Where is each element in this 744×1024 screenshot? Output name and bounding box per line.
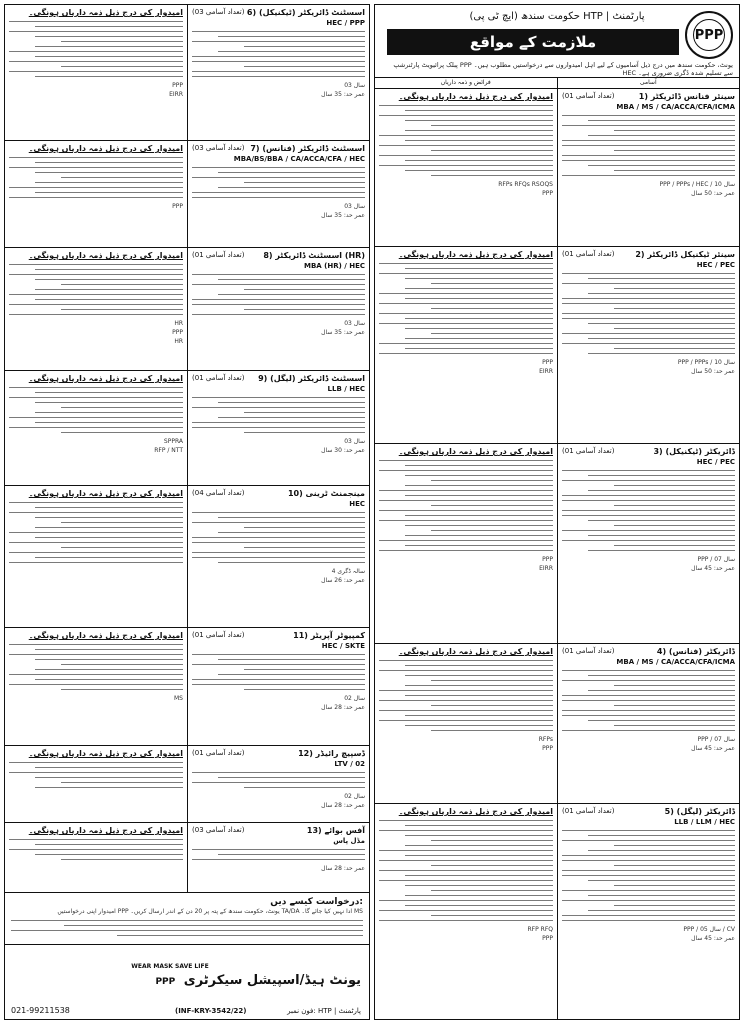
position-details [557, 804, 739, 1019]
age-limit: عمر حد: 26 سال [321, 577, 365, 584]
position-section [375, 444, 739, 644]
duties-heading: امیدوار کی درج ذیل ذمہ داریاں ہونگی۔ [28, 374, 183, 383]
position-duties [5, 248, 187, 370]
duties-heading: امیدوار کی درج ذیل ذمہ داریاں ہونگی۔ [398, 447, 553, 456]
qualifications: مڈل پاس [333, 837, 365, 845]
duties-heading: امیدوار کی درج ذیل ذمہ داریاں ہونگی۔ [398, 92, 553, 101]
apply-body: امیدوار اپنی درخواستیں PPP یونٹ، حکومت سندھ کے پتہ پر 20 دن کے اندر ارسال کریں۔ TA/DA ادا نہیں کیا جائے گا۔ MS [57, 908, 363, 915]
position-count: (تعداد آسامی 01) [192, 251, 245, 259]
qualifications: HEC [349, 500, 365, 508]
duties-heading: امیدوار کی درج ذیل ذمہ داریاں ہونگی۔ [28, 826, 183, 835]
position-section [375, 247, 739, 444]
qualifications: MBA / MS / CA/ACCA/CFA/ICMA [616, 103, 735, 111]
experience: 03 سال [344, 320, 365, 327]
duty-keyword: MS [174, 695, 183, 702]
position-title: 1) سینئر فنانس ڈائریکٹر [638, 92, 735, 101]
duty-keyword: EIRR [169, 91, 183, 98]
age-limit: عمر حد: 45 سال [691, 745, 735, 752]
qualifications: HEC / PEC [696, 261, 735, 269]
qualifications: MBA / MS / CA/ACCA/CFA/ICMA [616, 658, 735, 666]
position-details [187, 141, 369, 247]
duty-keyword: HR [174, 338, 183, 345]
position-section [5, 486, 369, 628]
position-count: (تعداد آسامی 04) [192, 489, 245, 497]
duties-heading: امیدوار کی درج ذیل ذمہ داریاں ہونگی۔ [398, 250, 553, 259]
qualifications: HEC / SKTE [321, 642, 365, 650]
age-limit: عمر حد: 45 سال [691, 935, 735, 942]
qualification-lines [192, 274, 365, 315]
position-section [5, 371, 369, 486]
age-limit: عمر حد: 35 سال [321, 91, 365, 98]
duty-keyword: PPP [172, 329, 183, 336]
age-limit: عمر حد: 30 سال [321, 447, 365, 454]
duty-lines [9, 839, 183, 860]
position-details [187, 486, 369, 627]
position-section [375, 89, 739, 247]
duty-keyword: PPP [542, 745, 553, 752]
qualification-lines [562, 115, 735, 176]
position-section [375, 644, 739, 804]
position-section [5, 248, 369, 371]
position-section [5, 5, 369, 141]
qualification-lines [192, 654, 365, 690]
right-positions [375, 89, 739, 1020]
position-header [192, 826, 365, 835]
duty-keyword: RFP / NTT [154, 447, 183, 454]
contact-line: فون نمبر: HTP | پارٹمنٹ [287, 1007, 361, 1015]
qualifications: MBA/BS/BBA / CA/ACCA/CFA / HEC [233, 155, 365, 163]
position-title: 9) اسسٹنٹ ڈائریکٹر (لیگل) [258, 374, 365, 383]
position-header [562, 807, 735, 816]
position-title: 2) سینئر ٹیکنیکل ڈائریکٹر [635, 250, 735, 259]
duty-keyword: PPP [542, 556, 553, 563]
experience: PPP / 05 سال / CV [683, 926, 735, 933]
duty-lines [379, 460, 553, 551]
duty-lines [9, 264, 183, 315]
position-duties [375, 89, 557, 246]
apply-lines [11, 920, 363, 936]
age-limit: عمر حد: 28 سال [321, 802, 365, 809]
position-section [5, 141, 369, 248]
column-headings [375, 78, 739, 89]
phone-number: 021-99211538 [11, 1006, 70, 1015]
reference-number: (INF-KRY-3542/22) [175, 1007, 247, 1015]
experience: 03 سال [344, 438, 365, 445]
position-duties [375, 644, 557, 803]
qualifications: MBA (HR) / HEC [303, 262, 365, 270]
duty-lines [9, 157, 183, 198]
qualification-lines [562, 273, 735, 354]
position-header [192, 374, 365, 383]
position-details [557, 444, 739, 643]
position-header [192, 144, 365, 153]
duty-lines [9, 644, 183, 690]
position-title: 11) کمپیوٹر آپریٹر [293, 631, 365, 640]
position-count: (تعداد آسامی 03) [192, 8, 245, 16]
duties-heading: امیدوار کی درج ذیل ذمہ داریاں ہونگی۔ [398, 807, 553, 816]
right-column [374, 4, 740, 1020]
duties-heading: امیدوار کی درج ذیل ذمہ داریاں ہونگی۔ [398, 647, 553, 656]
experience: 02 سال [344, 793, 365, 800]
apply-title: درخواست کیسے دیں: [270, 897, 363, 907]
position-details [187, 5, 369, 140]
position-header [562, 250, 735, 259]
position-details [557, 89, 739, 246]
position-details [187, 746, 369, 822]
position-header [562, 647, 735, 656]
position-duties [5, 628, 187, 745]
duty-lines [9, 762, 183, 788]
position-duties [375, 247, 557, 443]
position-details [187, 628, 369, 745]
position-title: 12) ڈسپیچ رائیڈر [298, 749, 365, 758]
left-positions [5, 5, 369, 893]
qualifications: HEC / PEC [696, 458, 735, 466]
position-duties [375, 444, 557, 643]
duty-lines [379, 263, 553, 354]
position-title: 7) اسسٹنٹ ڈائریکٹر (فنانس) [250, 144, 365, 153]
position-count: (تعداد آسامی 03) [192, 144, 245, 152]
duties-heading: فرائض و ذمہ داریاں [440, 79, 491, 86]
age-limit: عمر حد: 45 سال [691, 565, 735, 572]
position-duties [5, 371, 187, 485]
duties-heading: امیدوار کی درج ذیل ذمہ داریاں ہونگی۔ [28, 749, 183, 758]
seal-inner: PPP [693, 19, 725, 51]
position-title: 13) آفس بوائے [306, 826, 365, 835]
position-count: (تعداد آسامی 01) [562, 647, 615, 655]
duty-lines [9, 387, 183, 433]
mask-slogan: WEAR MASK SAVE LIFE [131, 963, 209, 970]
position-count: (تعداد آسامی 01) [192, 631, 245, 639]
duty-keyword: EIRR [539, 368, 553, 375]
age-limit: عمر حد: 50 سال [691, 190, 735, 197]
duty-lines [379, 105, 553, 176]
how-to-apply [5, 893, 369, 945]
position-header [192, 749, 365, 758]
age-limit: عمر حد: 28 سال [321, 704, 365, 711]
qualifications: HEC / PPP [326, 19, 365, 27]
signature-block [155, 973, 361, 988]
experience: 03 سال [344, 82, 365, 89]
age-limit: عمر حد: 35 سال [321, 212, 365, 219]
age-limit: عمر حد: 35 سال [321, 329, 365, 336]
position-details [187, 371, 369, 485]
experience: PPP / PPPs / 10 سال [677, 359, 735, 366]
left-column [4, 4, 370, 1020]
duties-heading: امیدوار کی درج ذیل ذمہ داریاں ہونگی۔ [28, 144, 183, 153]
qualification-lines [192, 167, 365, 198]
duties-heading: امیدوار کی درج ذیل ذمہ داریاں ہونگی۔ [28, 489, 183, 498]
footer [5, 959, 369, 1019]
position-details [557, 247, 739, 443]
position-title: 4) ڈائریکٹر (فنانس) [656, 647, 735, 656]
position-header [192, 631, 365, 640]
government-seal-icon [685, 11, 733, 59]
position-duties [5, 746, 187, 822]
experience: PPP / PPPs / HEC / 10 سال [659, 181, 735, 188]
position-header [192, 489, 365, 498]
qualification-lines [192, 849, 365, 860]
position-header [562, 447, 735, 456]
page-title: ملازمت کے مواقع [387, 29, 679, 55]
experience: PPP / 07 سال [697, 736, 735, 743]
position-duties [5, 486, 187, 627]
duties-heading: امیدوار کی درج ذیل ذمہ داریاں ہونگی۔ [28, 8, 183, 17]
position-section [375, 804, 739, 1020]
duties-heading: امیدوار کی درج ذیل ذمہ داریاں ہونگی۔ [28, 631, 183, 640]
position-count: (تعداد آسامی 01) [562, 92, 615, 100]
position-duties [5, 141, 187, 247]
position-count: (تعداد آسامی 01) [562, 447, 615, 455]
position-title: 8) اسسٹنٹ ڈائریکٹر (HR) [263, 251, 365, 260]
position-title: 5) ڈائریکٹر (لیگل) [664, 807, 735, 816]
position-header [562, 92, 735, 101]
position-count: (تعداد آسامی 03) [192, 826, 245, 834]
duty-keyword: SPPRA [163, 438, 183, 445]
duty-keyword: HR [174, 320, 183, 327]
position-title: 6) اسسٹنٹ ڈائریکٹر (ٹیکنیکل) [246, 8, 365, 17]
position-title: 3) ڈائریکٹر (ٹیکنیکل) [653, 447, 735, 456]
qualification-lines [192, 31, 365, 77]
duty-lines [9, 21, 183, 77]
position-title: 10) مینجمنٹ ٹرینی [287, 489, 365, 498]
duty-keyword: PPP [542, 935, 553, 942]
experience: 02 سال [344, 695, 365, 702]
qualification-lines [192, 772, 365, 788]
qualification-lines [562, 670, 735, 731]
duty-lines [379, 820, 553, 921]
duty-lines [379, 660, 553, 731]
qualification-lines [562, 830, 735, 921]
duties-heading: امیدوار کی درج ذیل ذمہ داریاں ہونگی۔ [28, 251, 183, 260]
position-duties [5, 5, 187, 140]
position-section [5, 823, 369, 893]
signature-ppp: PPP [155, 977, 176, 987]
qualification-lines [562, 470, 735, 551]
qualification-lines [192, 397, 365, 433]
position-count: (تعداد آسامی 01) [562, 807, 615, 815]
qualifications: LLB / LLM / HEC [674, 818, 735, 826]
header [375, 5, 739, 78]
duty-keyword: PPP [172, 203, 183, 210]
age-limit: عمر حد: 28 سال [321, 865, 365, 872]
position-duties [5, 823, 187, 892]
experience: PPP / 07 سال [697, 556, 735, 563]
duty-keyword: PPP [542, 359, 553, 366]
experience: 4 سالہ ڈگری [331, 568, 365, 575]
duty-keyword: RFPs [538, 736, 553, 743]
organization-name: حکومت سندھ (ایچ ٹی پی) HTP | پارٹمنٹ [469, 11, 645, 22]
duty-keyword: RFP RFQ [527, 926, 553, 933]
position-header [192, 251, 365, 260]
position-heading: آسامی [557, 78, 740, 88]
qualifications: LLB / HEC [327, 385, 365, 393]
qualifications: LTV / 02 [334, 760, 365, 768]
duty-lines [9, 502, 183, 563]
position-details [187, 248, 369, 370]
age-limit: عمر حد: 50 سال [691, 368, 735, 375]
intro-text: پبلک پرائیویٹ پارٹنرشپ PPP یونٹ، حکومت سندھ میں درج ذیل آسامیوں کے لیے اہل امیدواروں سے درخواستیں مطلوب ہیں۔ HEC سے تسلیم شدہ ڈگری ضروری ہے۔ [393, 61, 733, 77]
position-count: (تعداد آسامی 01) [562, 250, 615, 258]
position-details [187, 823, 369, 892]
duty-keyword: PPP [172, 82, 183, 89]
position-section [5, 746, 369, 823]
qualification-lines [192, 512, 365, 563]
duty-keyword: PPP [542, 190, 553, 197]
position-duties [375, 804, 557, 1019]
duty-keyword: RFPs RFQs RSOQS [498, 181, 553, 188]
signatory-title: یونٹ ہیڈ/اسپیشل سیکرٹری [183, 973, 361, 988]
position-count: (تعداد آسامی 01) [192, 749, 245, 757]
duty-keyword: EIRR [539, 565, 553, 572]
position-count: (تعداد آسامی 01) [192, 374, 245, 382]
experience: 03 سال [344, 203, 365, 210]
position-details [557, 644, 739, 803]
position-header [192, 8, 365, 17]
position-section [5, 628, 369, 746]
